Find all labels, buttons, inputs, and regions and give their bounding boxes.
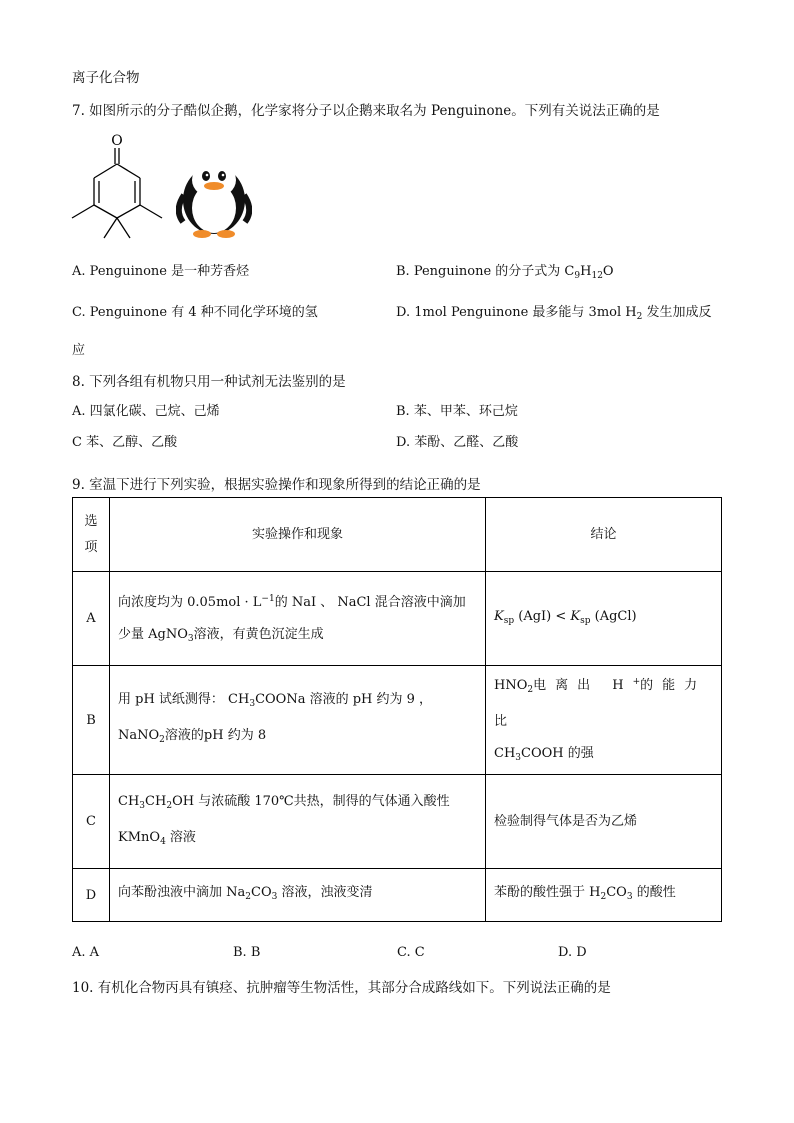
- q8-option-c[interactable]: C 苯、乙醇、乙酸: [72, 435, 178, 450]
- table-row: [73, 869, 722, 922]
- q9-option-b[interactable]: B. B: [233, 945, 261, 960]
- table-row: [73, 572, 722, 666]
- q8-option-b[interactable]: B. 苯、甲苯、环己烷: [396, 404, 518, 419]
- row-a-conclusion: $K_{sp}$ $(AgI) < K_{sp}$ (AgCl): [486, 572, 722, 666]
- q7-option-c[interactable]: C. Penguinone 有 4 种不同化学环境的氢: [72, 305, 318, 320]
- row-b-operation: 用 pH 试纸测得： $CH_3COONa$ 溶液的 pH 约为 9 ， NaNO$_2$溶液的pH 约为 8: [110, 666, 486, 775]
- oxygen-label: O: [111, 133, 123, 149]
- header-conclusion: 结论: [486, 498, 722, 572]
- row-label: A: [73, 572, 110, 666]
- q9-option-a[interactable]: A. A: [72, 945, 100, 960]
- question-9-stem: 9. 室温下进行下列实验，根据实验操作和现象所得到的结论正确的是: [72, 477, 481, 493]
- q8-option-d[interactable]: D. 苯酚、乙醛、乙酸: [396, 435, 519, 450]
- q7-option-a[interactable]: A. Penguinone 是一种芳香烃: [72, 264, 250, 279]
- experiment-table: [72, 497, 722, 922]
- header-operation: 实验操作和现象: [110, 498, 486, 572]
- table-row: [73, 775, 722, 869]
- q7-option-d-wrap: 应: [72, 343, 86, 358]
- row-d-conclusion: 苯酚的酸性强于 $H_2CO_3$ 的酸性: [486, 869, 722, 922]
- row-a-operation: 向浓度均为 $0.05mol \cdot L^{-1}$的 NaI 、 NaCl 混合溶液中滴加 少量 AgNO$_3$溶液，有黄色沉淀生成: [110, 572, 486, 666]
- row-label: D: [73, 869, 110, 922]
- penguin-illustration: [176, 150, 252, 238]
- q9-option-c[interactable]: C. C: [397, 945, 425, 960]
- row-b-conclusion: $HNO_2$电离出 H+的能力比 $CH_3COOH$ 的强: [486, 666, 722, 775]
- row-label: C: [73, 775, 110, 869]
- question-8-stem: 8. 下列各组有机物只用一种试剂无法鉴别的是: [72, 374, 346, 390]
- penguinone-structure: [62, 128, 172, 243]
- header-option: 选项: [73, 498, 110, 572]
- question-10-stem: 10. 有机化合物丙具有镇痉、抗肿瘤等生物活性，其部分合成路线如下。下列说法正确的是: [72, 980, 611, 996]
- row-c-operation: $CH_3CH_2OH$ 与浓硫酸 170℃共热，制得的气体通入酸性 KMnO$_4$ 溶液: [110, 775, 486, 869]
- q7-option-d[interactable]: D. 1mol Penguinone 最多能与 3mol $H_2$ 发生加成反: [396, 305, 712, 322]
- q7-option-b[interactable]: B. Penguinone 的分子式为 $C_9H_{12}O$: [396, 264, 614, 281]
- table-header-row: [73, 498, 722, 572]
- row-d-operation: 向苯酚浊液中滴加 $Na_2CO_3$ 溶液，浊液变清: [110, 869, 486, 922]
- q9-option-d[interactable]: D. D: [558, 945, 587, 960]
- row-label: B: [73, 666, 110, 775]
- q8-option-a[interactable]: A. 四氯化碳、己烷、己烯: [72, 404, 220, 419]
- row-c-conclusion: 检验制得气体是否为乙烯: [486, 775, 722, 869]
- section-label: 离子化合物: [72, 70, 140, 86]
- table-row: [73, 666, 722, 775]
- question-7-stem: 7. 如图所示的分子酷似企鹅，化学家将分子以企鹅来取名为 Penguinone。下列有关说法正确的是: [72, 103, 660, 119]
